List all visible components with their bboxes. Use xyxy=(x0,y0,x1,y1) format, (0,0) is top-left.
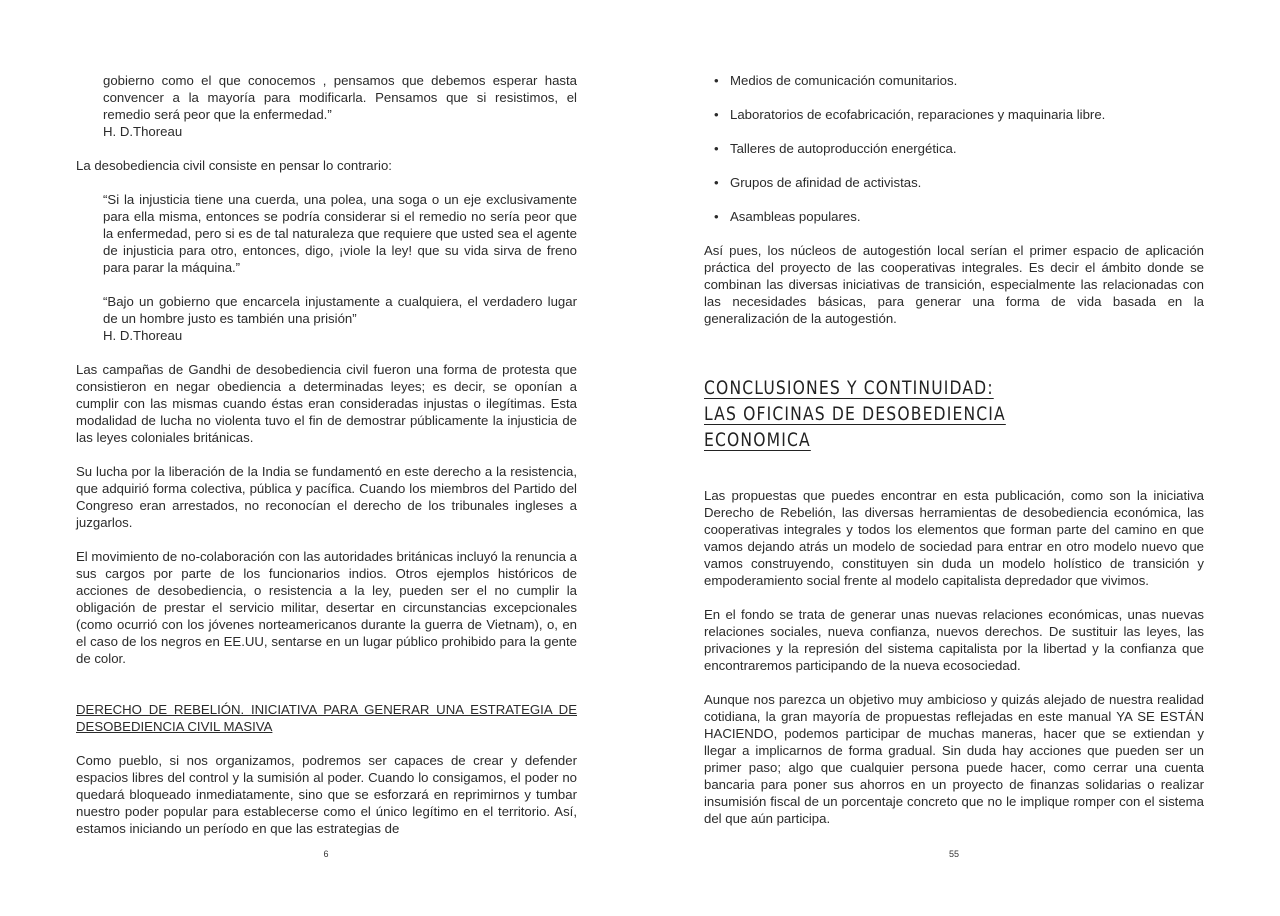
list-item xyxy=(714,106,1204,123)
right-page xyxy=(640,0,1280,916)
paragraph-movimiento: El movimiento de no-colaboración con las autoridades británicas incluyó la renuncia a sus cargos por parte de los funcionarios indios. Otros ejemplos históricos de acciones de desobediencia, o resistencia a la ley, pueden ser el no cumplir la obligación de prestar el servicio militar, desertar en circunstancias excepcionales (como ocurrió con los jóvenes norteamericanos durante la guerra de Vietnam), o, en el caso de los negros en EE.UU, sentarse en un lugar público prohibido para la gente de color. xyxy=(76,549,577,666)
page-number: 6 xyxy=(323,849,329,859)
section-title-line-2: LAS OFICINAS DE DESOBEDIENCIA ECONOMICA xyxy=(704,403,1006,451)
list-item xyxy=(714,208,1204,225)
list-item-text: Asambleas populares. xyxy=(730,209,861,224)
bullet-icon: • xyxy=(714,209,719,224)
section-title xyxy=(704,375,1204,453)
bullet-list xyxy=(704,72,1204,225)
paragraph-fondo: En el fondo se trata de generar unas nuevas relaciones económicas, unas nuevas relaciones sociales, nueva confianza, nuevos derechos. De sustituir las leyes, las privaciones y la represión del sistema capitalista por la libertad y la confianza que encontraremos participando de la nueva ecosociedad. xyxy=(704,607,1204,673)
list-item-text: Laboratorios de ecofabricación, reparaciones y maquinaria libre. xyxy=(730,107,1106,122)
thoreau-quote-continuation: gobierno como el que conocemos , pensamos que debemos esperar hasta convencer a la mayoría para modificarla. Pensamos que si resistimos, el remedio será peor que la enfermedad.” xyxy=(103,73,577,122)
right-text-column xyxy=(704,72,1204,827)
bullet-icon: • xyxy=(714,141,719,156)
paragraph-nucleos: Así pues, los núcleos de autogestión local serían el primer espacio de aplicación práctica del proyecto de las cooperativas integrales. Es decir el ámbito donde se combinan las diversas iniciativas de transición, especialmente las relacionadas con las necesidades básicas, para generar una forma de vida basada en la generalización de la autogestión. xyxy=(704,243,1204,326)
page-number: 55 xyxy=(948,849,959,859)
bullet-icon: • xyxy=(714,107,719,122)
paragraph-aunque: Aunque nos parezca un objetivo muy ambicioso y quizás alejado de nuestra realidad cotidiana, la gran mayoría de propuestas reflejadas en este manual YA SE ESTÁN HACIENDO, podemos participar de muchas maneras, hacer que se extiendan y llegar a implicarnos de forma gradual. Sin duda hay acciones que pueden ser un primer paso; algo que cualquier persona puede hacer, como cerrar una cuenta bancaria para poner sus ahorros en un proyecto de finanzas solidarias o realizar insumisión fiscal de un porcentaje concreto que no le implique romper con el sistema del que aún participa. xyxy=(704,692,1204,826)
paragraph-intro: La desobediencia civil consiste en pensar lo contrario: xyxy=(76,158,392,173)
quote-attribution: H. D.Thoreau xyxy=(103,124,183,139)
section-heading-derecho-rebelion: DERECHO DE REBELIÓN. INICIATIVA PARA GENERAR UNA ESTRATEGIA DE DESOBEDIENCIA CIVIL MASIVA xyxy=(76,702,577,734)
list-item xyxy=(714,174,1204,191)
bullet-icon: • xyxy=(714,175,719,190)
paragraph-india: Su lucha por la liberación de la India se fundamentó en este derecho a la resistencia, que adquirió forma colectiva, pública y pacífica. Cuando los miembros del Partido del Congreso eran arrestados, no reconocían el derecho de los tribunales ingleses a juzgarlos. xyxy=(76,464,577,530)
list-item-text: Medios de comunicación comunitarios. xyxy=(730,73,958,88)
list-item xyxy=(714,72,1204,89)
thoreau-quote-injusticia: “Si la injusticia tiene una cuerda, una polea, una soga o un eje exclusivamente para ella misma, entonces se podría considerar si el remedio no sería peor que la enfermedad, pero si es de tal naturaleza que requiere que usted sea el agente de injusticia para otro, entonces, digo, ¡viole la ley! que su vida sirva de freno para parar la máquina.” xyxy=(103,192,577,275)
bullet-icon: • xyxy=(714,73,719,88)
list-item-text: Talleres de autoproducción energética. xyxy=(730,141,957,156)
list-item-text: Grupos de afinidad de activistas. xyxy=(730,175,922,190)
paragraph-propuestas: Las propuestas que puedes encontrar en esta publicación, como son la iniciativa Derecho de Rebelión, las diversas herramientas de desobediencia económica, las cooperativas integrales y todos los elementos que forman parte del camino en que vamos dejando atrás un modelo de sociedad para entrar en otro modelo nuevo que vamos construyendo, constituyen sin duda un modelo holístico de transición y empoderamiento social frente al modelo capitalista depredador que vivimos. xyxy=(704,488,1204,588)
list-item xyxy=(714,140,1204,157)
thoreau-quote-prision: “Bajo un gobierno que encarcela injustamente a cualquiera, el verdadero lugar de un hombre justo es también una prisión” xyxy=(103,294,577,326)
paragraph-pueblo: Como pueblo, si nos organizamos, podremos ser capaces de crear y defender espacios libres del control y la sumisión al poder. Cuando lo consigamos, el poder no quedará bloqueado inmediatamente, sino que se esforzará en reprimirnos y tumbar nuestro poder popular para establecerse como el único legítimo en el territorio. Así, estamos iniciando un período en que las estrategias de xyxy=(76,753,577,836)
quote-attribution: H. D.Thoreau xyxy=(103,328,183,343)
paragraph-gandhi: Las campañas de Gandhi de desobediencia civil fueron una forma de protesta que consistieron en negar obediencia a determinadas leyes; es decir, se oponían a cumplir con las mismas cuando éstas eran consideradas injustas o ilegítimas. Esta modalidad de lucha no violenta tuvo el fin de demostrar públicamente la injusticia de las leyes coloniales británicas. xyxy=(76,362,577,445)
left-text-column xyxy=(76,72,577,837)
section-title-line-1: CONCLUSIONES Y CONTINUIDAD: xyxy=(704,377,994,399)
